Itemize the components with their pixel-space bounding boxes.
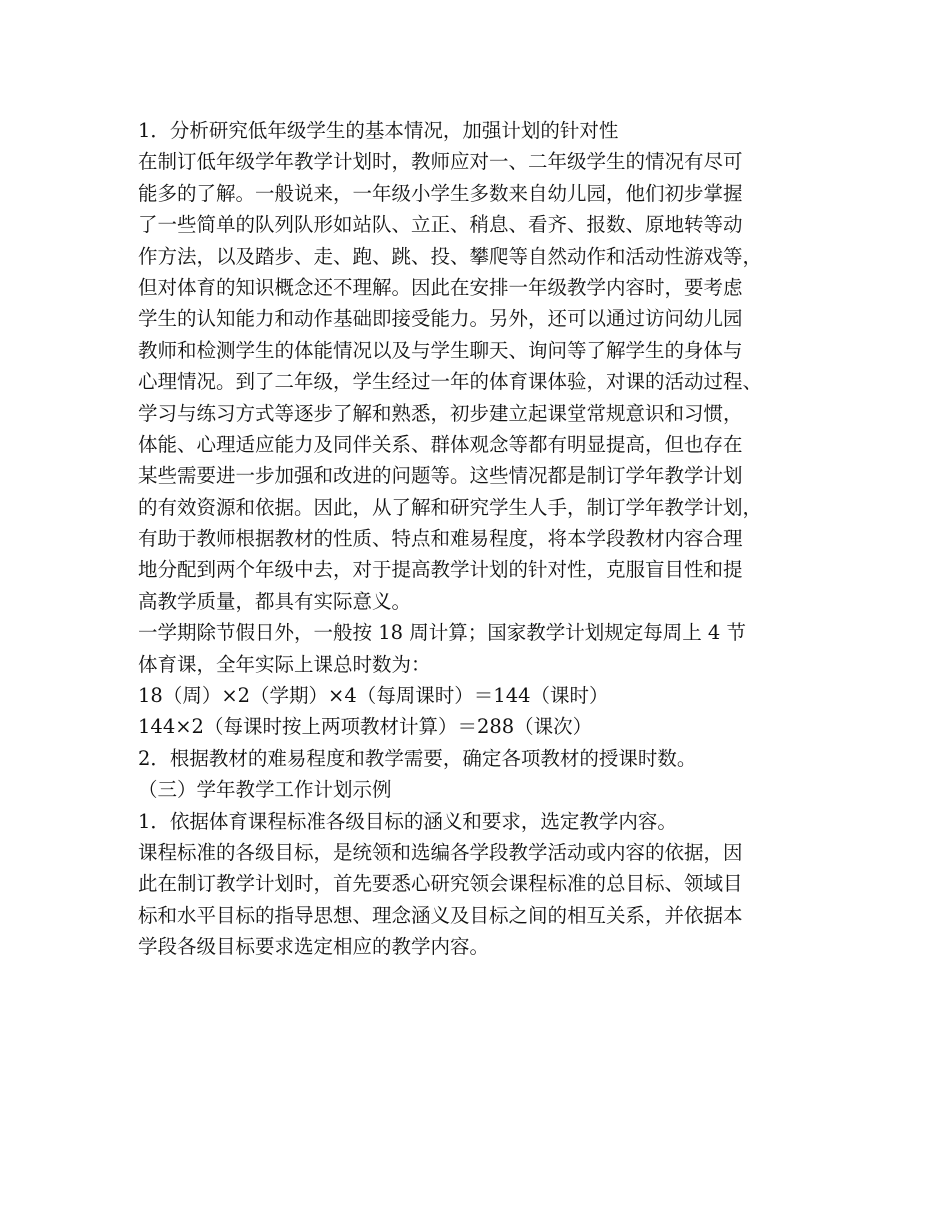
paragraph-line: 高教学质量，都具有实际意义。: [138, 589, 412, 613]
section-heading-plan-example: （三）学年教学工作计划示例: [138, 778, 392, 802]
paragraph-line: 心理情况。到了二年级，学生经过一年的体育课体验，对课的活动过程、: [138, 370, 763, 394]
paragraph-line: 地分配到两个年级中去，对于提高教学计划的针对性，克服盲目性和提: [138, 558, 743, 582]
paragraph-line: 在制订低年级学年教学计划时，教师应对一、二年级学生的情况有尽可: [138, 150, 743, 174]
heading-2-difficulty: 2．根据教材的难易程度和教学需要，确定各项教材的授课时数。: [138, 746, 697, 770]
document-body: [138, 115, 828, 963]
paragraph-line: 但对体育的知识概念还不理解。因此在安排一年级教学内容时，要考虑: [138, 275, 743, 299]
paragraph-line: 学习与练习方式等逐步了解和熟悉，初步建立起课堂常规意识和习惯，: [138, 401, 743, 425]
paragraph-line: 的有效资源和依据。因此，从了解和研究学生人手，制订学年教学计划，: [138, 495, 763, 519]
heading-1-curriculum: 1．依据体育课程标准各级目标的涵义和要求，选定教学内容。: [138, 809, 677, 833]
paragraph-line: 作方法，以及踏步、走、跑、跳、投、攀爬等自然动作和活动性游戏等，: [138, 244, 763, 268]
paragraph-line: 此在制订教学计划时，首先要悉心研究领会课程标准的总目标、领域目: [138, 872, 743, 896]
semester-text-line: 体育课，全年实际上课总时数为：: [138, 652, 431, 676]
paragraph-line: 课程标准的各级目标，是统领和选编各学段教学活动或内容的依据，因: [138, 840, 743, 864]
paragraph-line: 标和水平目标的指导思想、理念涵义及目标之间的相互关系，并依据本: [138, 903, 743, 927]
paragraph-line: 学段各级目标要求选定相应的教学内容。: [138, 935, 490, 959]
paragraph-line: 了一些简单的队列队形如站队、立正、稍息、看齐、报数、原地转等动: [138, 213, 743, 237]
paragraph-line: 有助于教师根据教材的性质、特点和难易程度，将本学段教材内容合理: [138, 527, 743, 551]
paragraph-line: 体能、心理适应能力及同伴关系、群体观念等都有明显提高，但也存在: [138, 432, 743, 456]
calculation-line: 144×2（每课时按上两项教材计算）＝288（课次）: [138, 715, 593, 739]
calculation-line: 18（周）×2（学期）×4（每周课时）＝144（课时）: [138, 684, 609, 708]
paragraph-line: 某些需要进一步加强和改进的问题等。这些情况都是制订学年教学计划: [138, 464, 743, 488]
paragraph-line: 能多的了解。一般说来，一年级小学生多数来自幼儿园，他们初步掌握: [138, 181, 743, 205]
paragraph-line: 学生的认知能力和动作基础即接受能力。另外，还可以通过访问幼儿园: [138, 307, 743, 331]
paragraph-line: 教师和检测学生的体能情况以及与学生聊天、询问等了解学生的身体与: [138, 338, 743, 362]
semester-text-line: 一学期除节假日外，一般按 18 周计算；国家教学计划规定每周上 4 节: [138, 621, 747, 645]
heading-1-analysis: 1．分析研究低年级学生的基本情况，加强计划的针对性: [138, 119, 619, 142]
